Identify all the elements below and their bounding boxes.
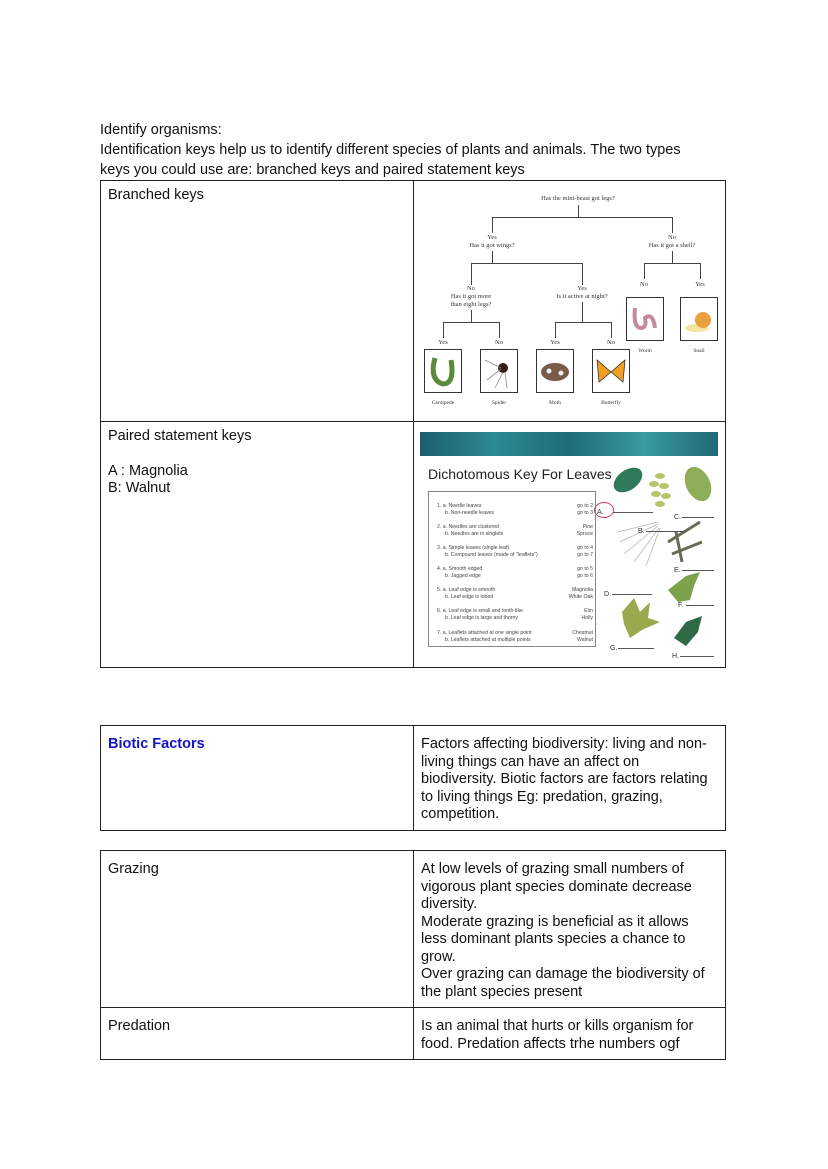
key-step-2: 2. a. Needles are clustered Pine b. Needles are in singlets Spruce — [437, 524, 593, 537]
night-no-label: No — [607, 339, 615, 346]
snail-caption: Snail — [693, 348, 705, 354]
worm-image — [626, 297, 664, 341]
wings-no-label: No — [467, 285, 475, 292]
legs-yes-label: Yes — [438, 339, 448, 346]
night-question: Is it active at night? — [556, 293, 608, 300]
branched-key-diagram — [416, 185, 716, 417]
grazing-line-2: Moderate grazing is beneficial as it allows less dominant plants species a chance to grow. — [421, 913, 689, 965]
leaf-label-c: C. — [674, 514, 681, 521]
table-row-predation — [101, 1008, 726, 1060]
wings-question: Has it got wings? — [469, 242, 515, 249]
table-row-paired — [101, 422, 726, 668]
intro-line-1: Identification keys help us to identify different species of plants and animals. The two types — [100, 142, 681, 158]
centipede-caption: Centipede — [431, 400, 455, 406]
legs-no-label: No — [495, 339, 503, 346]
factors-table — [100, 850, 726, 1060]
night-yes-label: Yes — [550, 339, 560, 346]
biotic-factors-heading: Biotic Factors — [108, 736, 205, 752]
grazing-label: Grazing — [101, 851, 414, 1008]
shell-no-label: No — [640, 281, 648, 288]
legs-question-1: Has it got more — [450, 293, 492, 300]
key-step-7: 7. a. Leaflets attached at one single point Chestnut b. Leaflets attached at multiple points Walnut — [437, 630, 593, 643]
predation-label: Predation — [101, 1008, 414, 1060]
yes-label: Yes — [487, 234, 497, 241]
leaf-label-g: G. — [610, 645, 618, 652]
leaf-illustrations — [606, 462, 718, 658]
biotic-factors-table — [100, 725, 726, 831]
butterfly-image — [592, 349, 630, 393]
leaf-label-f: F. — [678, 602, 684, 609]
grazing-text — [414, 851, 726, 1008]
paired-keys-label: Paired statement keys — [108, 428, 252, 444]
legs-question-2: than eight legs? — [450, 301, 492, 308]
shell-yes-label: Yes — [695, 281, 705, 288]
leaf-label-a: A. — [597, 509, 604, 516]
key-statements-box — [428, 491, 596, 647]
answer-b: B: Walnut — [108, 480, 171, 496]
wings-yes-label: Yes — [577, 285, 587, 292]
leaf-label-b: B. — [638, 528, 645, 535]
branched-keys-label: Branched keys — [101, 181, 414, 422]
key-step-6: 6. a. Leaf edge is small and tooth-like Elm b. Leaf edge is large and thorny Holly — [437, 608, 593, 621]
grazing-line-1: At low levels of grazing small numbers of vigorous plant species dominate decrease diversity. — [421, 861, 692, 912]
answer-a: A : Magnolia — [108, 462, 188, 479]
table-row-grazing — [101, 851, 726, 1008]
predation-text: Is an animal that hurts or kills organism for food. Predation affects trhe numbers ogf — [414, 1008, 726, 1060]
biotic-factors-label-cell — [101, 726, 414, 831]
teal-banner-image — [420, 432, 718, 456]
paired-keys-cell — [101, 422, 414, 668]
dichotomous-key-figure — [420, 432, 720, 660]
moth-caption: Moth — [549, 400, 561, 406]
shell-question: Has it got a shell? — [648, 242, 696, 249]
key-step-3: 3. a. Simple leaves (single leaf) go to 4 b. Compound leaves (made of "leaflets") go to 7 — [437, 545, 593, 558]
leaf-label-d: D. — [604, 591, 611, 598]
moth-image — [536, 349, 574, 393]
spider-caption: Spider — [491, 400, 507, 406]
branched-key-cell — [414, 181, 726, 422]
biotic-factors-text: Factors affecting biodiversity: living and non- living things can have an affect on biodiversity. Biotic factors are factors relating to living things Eg: predation, grazing, competition. — [414, 726, 726, 831]
grazing-line-3: Over grazing can damage the biodiversity of the plant species present — [421, 966, 705, 1000]
keys-table — [100, 180, 726, 668]
centipede-image — [424, 349, 462, 393]
leaf-label-e: E. — [674, 567, 681, 574]
no-label: No — [668, 234, 676, 241]
key-step-4: 4. a. Smooth edged go to 5 b. Jagged edge go to 6 — [437, 566, 593, 579]
intro-block — [100, 120, 740, 180]
key-step-5: 5. a. Leaf edge is smooth Magnolia b. Leaf edge is lobed White Oak — [437, 587, 593, 600]
snail-image — [680, 297, 718, 341]
table-row-branched — [101, 181, 726, 422]
dichotomous-key-title: Dichotomous Key For Leaves — [428, 466, 612, 482]
butterfly-caption: Butterfly — [601, 400, 621, 406]
spider-image — [480, 349, 518, 393]
table-row-biotic — [101, 726, 726, 831]
root-question: Has the mini-beast got legs? — [541, 195, 615, 202]
intro-heading: Identify organisms: — [100, 122, 222, 138]
dichotomous-key-cell — [414, 422, 726, 668]
leaf-label-h: H. — [672, 653, 679, 660]
key-step-1: 1. a. Needle leaves go to 2 b. Non-needle leaves go to 3 — [437, 503, 593, 516]
worm-caption: Worm — [638, 348, 652, 354]
intro-line-2: keys you could use are: branched keys and paired statement keys — [100, 162, 525, 178]
